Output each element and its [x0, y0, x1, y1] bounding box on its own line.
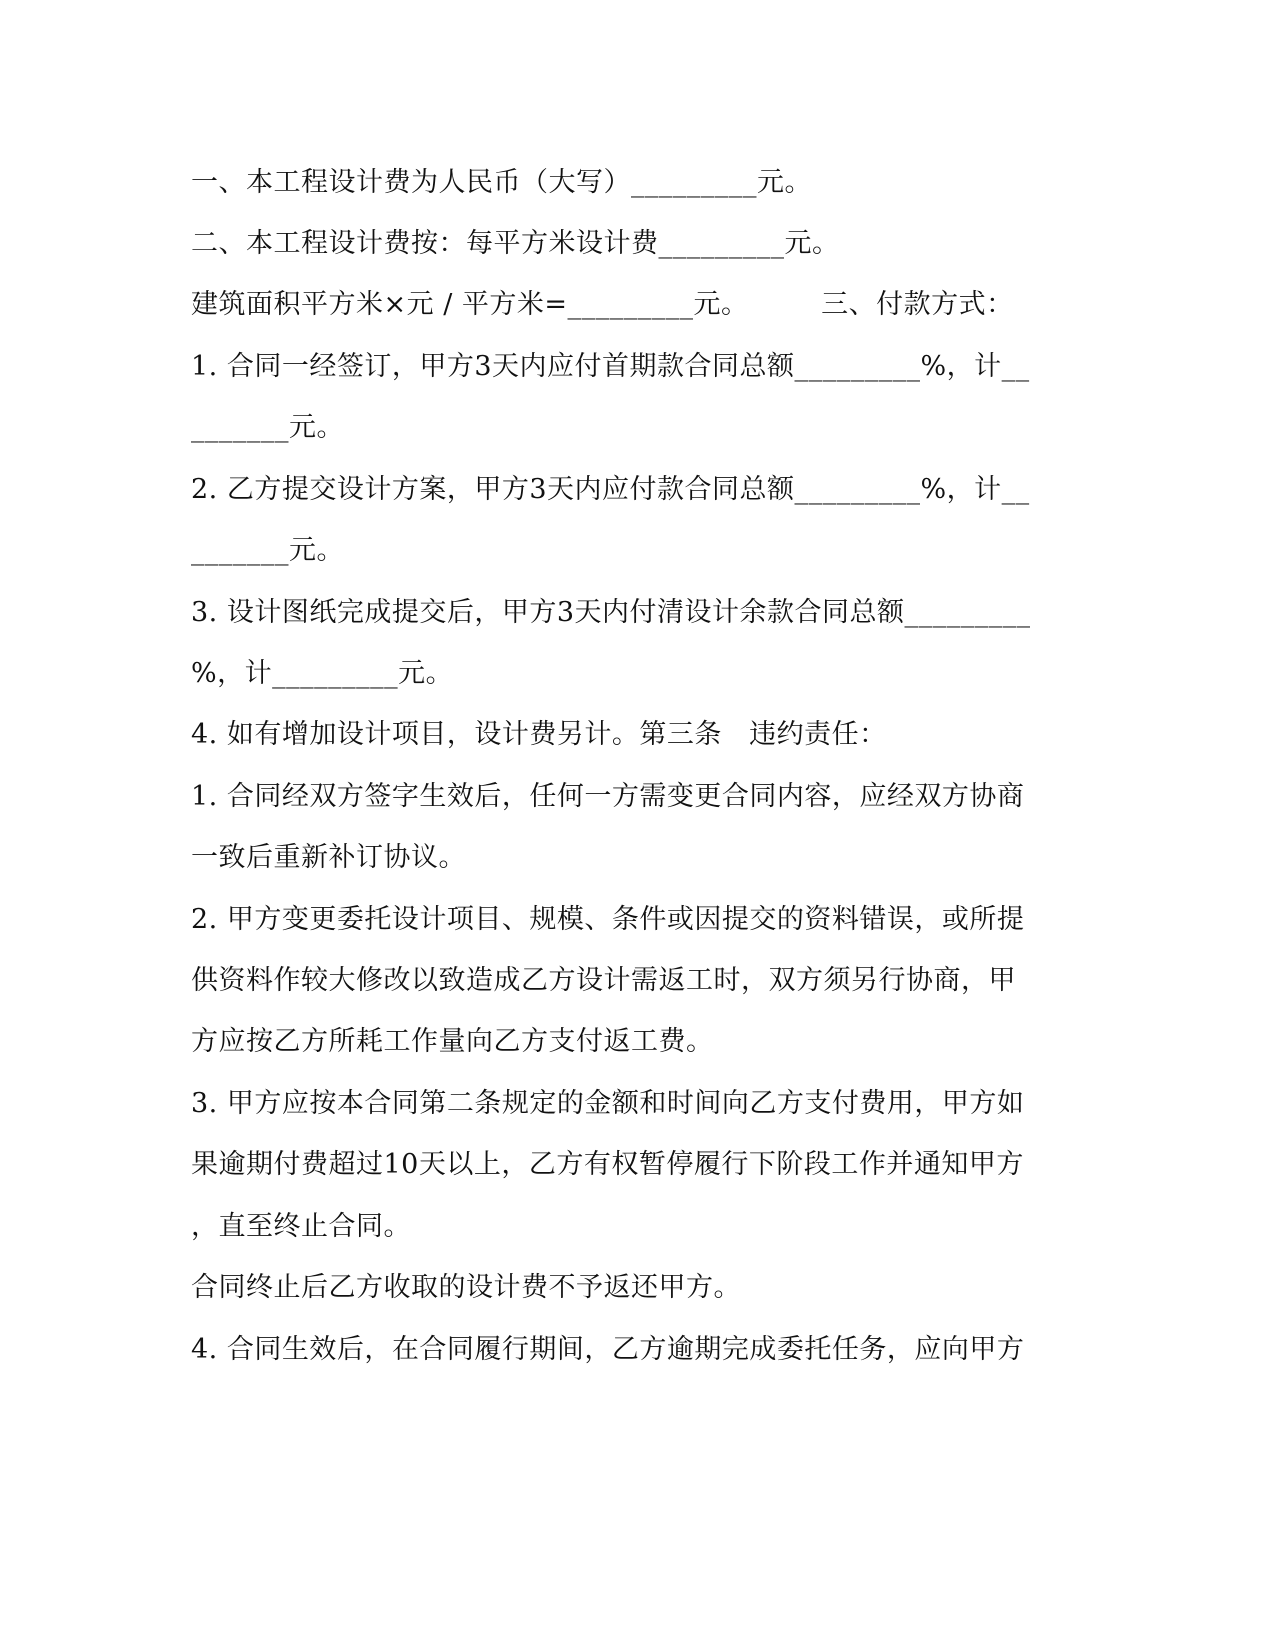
contract-text-line: 果逾期付费超过10天以上，乙方有权暂停履行下阶段工作并通知甲方 [191, 1149, 1024, 1180]
contract-text-line: 4. 合同生效后，在合同履行期间，乙方逾期完成委托任务，应向甲方 [191, 1334, 1025, 1365]
contract-text-line: 3. 甲方应按本合同第二条规定的金额和时间向乙方支付费用，甲方如 [191, 1088, 1025, 1119]
contract-text-line: 合同终止后乙方收取的设计费不予返还甲方。 [191, 1272, 741, 1303]
contract-text-line: 二、本工程设计费按：每平方米设计费_________元。 [191, 228, 840, 259]
contract-text-line: 1. 合同一经签订，甲方3天内应付首期款合同总额_________%，计__ [191, 351, 1030, 382]
contract-text-line: 1. 合同经双方签字生效后，任何一方需变更合同内容，应经双方协商 [191, 781, 1025, 812]
contract-text-line: 一、本工程设计费为人民币（大写）_________元。 [191, 167, 812, 198]
contract-text-line: 方应按乙方所耗工作量向乙方支付返工费。 [191, 1026, 714, 1057]
contract-text-line: ，直至终止合同。 [191, 1211, 411, 1242]
contract-text-line: 3. 设计图纸完成提交后，甲方3天内付清设计余款合同总额_________ [191, 597, 1031, 628]
contract-text-line: 2. 甲方变更委托设计项目、规模、条件或因提交的资料错误，或所提 [191, 904, 1025, 935]
contract-text-line: %，计_________元。 [191, 658, 454, 689]
contract-text-line: _______元。 [191, 535, 344, 566]
contract-text-line: 建筑面积平方米×元 / 平方米=_________元。 三、付款方式： [191, 289, 1014, 320]
contract-text-line: 供资料作较大修改以致造成乙方设计需返工时，双方须另行协商，甲 [191, 965, 1016, 996]
contract-text-line: 2. 乙方提交设计方案，甲方3天内应付款合同总额_________%，计__ [191, 474, 1030, 505]
contract-text-line: 一致后重新补订协议。 [191, 842, 466, 873]
contract-text-line: _______元。 [191, 412, 344, 443]
contract-text-line: 4. 如有增加设计项目，设计费另计。第三条 违约责任： [191, 719, 887, 750]
